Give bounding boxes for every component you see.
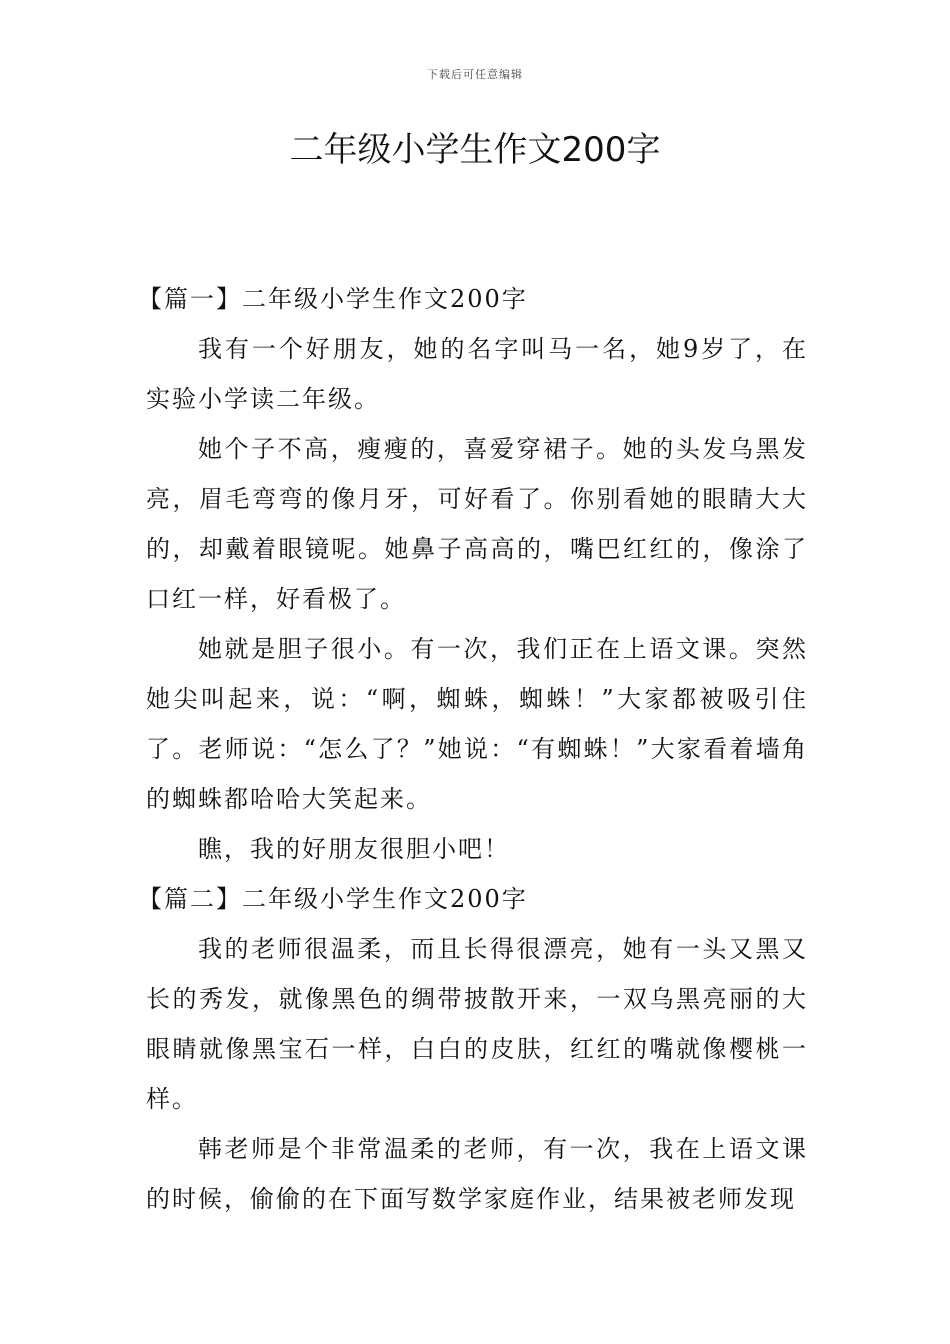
header-note: 下载后可任意编辑: [427, 68, 523, 81]
document-title: 二年级小学生作文200字: [289, 130, 661, 170]
paragraph: 韩老师是个非常温柔的老师，有一次，我在上语文课的时候，偷偷的在下面写数学家庭作业，结果被老师发现: [146, 1135, 808, 1213]
paragraph: 她个子不高，瘦瘦的，喜爱穿裙子。她的头发乌黑发亮，眉毛弯弯的像月牙，可好看了。你别看她的眼睛大大的，却戴着眼镜呢。她鼻子高高的，嘴巴红红的，像涂了口红一样，好看极了。: [146, 435, 808, 613]
section-heading-1: 【篇一】二年级小学生作文200字: [138, 285, 528, 313]
paragraph: 瞧，我的好朋友很胆小吧！: [198, 835, 510, 863]
document-body: [138, 274, 808, 1224]
paragraph: 她就是胆子很小。有一次，我们正在上语文课。突然她尖叫起来，说：“啊，蜘蛛，蜘蛛！”大家都被吸引住了。老师说：“怎么了？”她说：“有蜘蛛！”大家看着墙角的蜘蛛都哈哈大笑起来。: [146, 635, 808, 813]
paragraph: 我有一个好朋友，她的名字叫马一名，她9岁了，在实验小学读二年级。: [146, 335, 808, 413]
section-heading-2: 【篇二】二年级小学生作文200字: [138, 885, 528, 913]
paragraph: 我的老师很温柔，而且长得很漂亮，她有一头又黑又长的秀发，就像黑色的绸带披散开来，一双乌黑亮丽的大眼睛就像黑宝石一样，白白的皮肤，红红的嘴就像樱桃一样。: [146, 935, 808, 1113]
